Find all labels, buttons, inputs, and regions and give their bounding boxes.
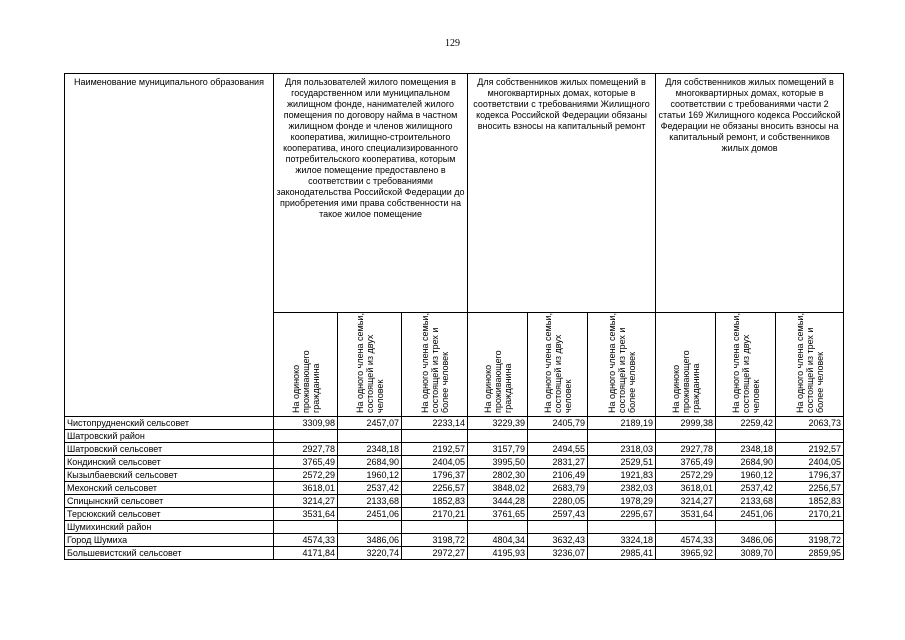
municipality-name: Мехонский сельсовет — [65, 482, 274, 495]
value-cell: 3761,65 — [468, 508, 528, 521]
header-row-groups — [65, 74, 844, 313]
page-number: 129 — [445, 38, 460, 49]
value-cell: 2256,57 — [776, 482, 844, 495]
value-cell: 3324,18 — [588, 534, 656, 547]
value-cell: 2831,27 — [528, 456, 588, 469]
header-sub-two: На одного члена семьи, состоящей из двух человек — [528, 313, 588, 417]
empty-cell — [468, 521, 528, 534]
value-cell: 2537,42 — [716, 482, 776, 495]
value-cell: 3486,06 — [716, 534, 776, 547]
empty-cell — [468, 430, 528, 443]
empty-cell — [338, 521, 402, 534]
value-cell: 3220,74 — [338, 547, 402, 560]
district-name: Шатровский район — [65, 430, 274, 443]
value-cell: 3214,27 — [274, 495, 338, 508]
empty-cell — [656, 521, 716, 534]
header-group-owners-exempt: Для собственников жилых помещений в многоквартирных домах, которые в соответствии с требованиями части 2 статьи 169 Жилищного кодекса Российской Федерации не обязаны вносить взносы на капитальный ремонт, и собственников жилых домов — [656, 74, 844, 313]
value-cell: 3229,39 — [468, 417, 528, 430]
value-cell: 2170,21 — [776, 508, 844, 521]
empty-cell — [776, 521, 844, 534]
value-cell: 2683,79 — [528, 482, 588, 495]
empty-cell — [402, 430, 468, 443]
value-cell: 2404,05 — [402, 456, 468, 469]
empty-cell — [402, 521, 468, 534]
value-cell: 2063,73 — [776, 417, 844, 430]
value-cell: 2529,51 — [588, 456, 656, 469]
municipality-name: Спицынский сельсовет — [65, 495, 274, 508]
value-cell: 3765,49 — [274, 456, 338, 469]
value-cell: 2537,42 — [338, 482, 402, 495]
header-group-owners-obliged: Для собственников жилых помещений в многоквартирных домах, которые в соответствии с требованиями Жилищного кодекса Российской Федерации обязаны вносить взносы на капитальный ремонт — [468, 74, 656, 313]
value-cell: 2170,21 — [402, 508, 468, 521]
value-cell: 3618,01 — [274, 482, 338, 495]
value-cell: 2927,78 — [656, 443, 716, 456]
value-cell: 1796,37 — [402, 469, 468, 482]
table-row — [65, 495, 844, 508]
value-cell: 2597,43 — [528, 508, 588, 521]
value-cell: 2457,07 — [338, 417, 402, 430]
value-cell: 2295,67 — [588, 508, 656, 521]
value-cell: 2999,38 — [656, 417, 716, 430]
district-row — [65, 521, 844, 534]
value-cell: 2233,14 — [402, 417, 468, 430]
value-cell: 2985,41 — [588, 547, 656, 560]
value-cell: 3309,98 — [274, 417, 338, 430]
header-group-tenants: Для пользователей жилого помещения в государственном или муниципальном жилищном фонде, нанимателей жилого помещения по договору найма в частном жилищном фонде и членов жилищного кооператива, жилищно-строительного кооператива, иного специализированного потребительского кооператива, которым жилое помещение предоставлено в соответствии с требованиями законодательства Российской Федерации до приобретения ими права собственности на такое жилое помещение — [274, 74, 468, 313]
table-row — [65, 534, 844, 547]
value-cell: 2494,55 — [528, 443, 588, 456]
header-sub-two: На одного члена семьи, состоящей из двух человек — [716, 313, 776, 417]
header-sub-two: На одного члена семьи, состоящей из двух человек — [338, 313, 402, 417]
value-cell: 2348,18 — [716, 443, 776, 456]
value-cell: 2572,29 — [274, 469, 338, 482]
header-sub-single: На одиноко проживающего гражданина — [468, 313, 528, 417]
header-sub-three: На одного члена семьи, состоящей из трех и более человек — [776, 313, 844, 417]
value-cell: 1921,83 — [588, 469, 656, 482]
value-cell: 2133,68 — [716, 495, 776, 508]
value-cell: 2256,57 — [402, 482, 468, 495]
municipality-name: Кондинский сельсовет — [65, 456, 274, 469]
value-cell: 3198,72 — [776, 534, 844, 547]
header-sub-single: На одиноко проживающего гражданина — [656, 313, 716, 417]
municipality-name: Город Шумиха — [65, 534, 274, 547]
value-cell: 3214,27 — [656, 495, 716, 508]
value-cell: 4574,33 — [656, 534, 716, 547]
tariff-table — [64, 73, 844, 560]
value-cell: 2972,27 — [402, 547, 468, 560]
value-cell: 2318,03 — [588, 443, 656, 456]
district-row — [65, 430, 844, 443]
value-cell: 3531,64 — [274, 508, 338, 521]
municipality-name: Большевистский сельсовет — [65, 547, 274, 560]
municipality-name: Кызылбаевский сельсовет — [65, 469, 274, 482]
table-body — [65, 417, 844, 560]
value-cell: 2133,68 — [338, 495, 402, 508]
value-cell: 2405,79 — [528, 417, 588, 430]
table-row — [65, 508, 844, 521]
value-cell: 2451,06 — [338, 508, 402, 521]
value-cell: 3198,72 — [402, 534, 468, 547]
value-cell: 2192,57 — [776, 443, 844, 456]
value-cell: 3965,92 — [656, 547, 716, 560]
header-sub-three: На одного члена семьи, состоящей из трех и более человек — [402, 313, 468, 417]
empty-cell — [588, 521, 656, 534]
empty-cell — [274, 521, 338, 534]
value-cell: 3157,79 — [468, 443, 528, 456]
municipality-name: Терсюкский сельсовет — [65, 508, 274, 521]
value-cell: 2404,05 — [776, 456, 844, 469]
value-cell: 4574,33 — [274, 534, 338, 547]
table-row — [65, 547, 844, 560]
value-cell: 1852,83 — [402, 495, 468, 508]
value-cell: 1960,12 — [338, 469, 402, 482]
empty-cell — [274, 430, 338, 443]
value-cell: 3444,28 — [468, 495, 528, 508]
value-cell: 2802,30 — [468, 469, 528, 482]
table-row — [65, 456, 844, 469]
value-cell: 2348,18 — [338, 443, 402, 456]
empty-cell — [776, 430, 844, 443]
value-cell: 3531,64 — [656, 508, 716, 521]
value-cell: 4195,93 — [468, 547, 528, 560]
empty-cell — [528, 430, 588, 443]
header-sub-single: На одиноко проживающего гражданина — [274, 313, 338, 417]
table-row — [65, 443, 844, 456]
municipality-name: Чистопрудненский сельсовет — [65, 417, 274, 430]
value-cell: 2927,78 — [274, 443, 338, 456]
empty-cell — [528, 521, 588, 534]
value-cell: 4804,34 — [468, 534, 528, 547]
empty-cell — [656, 430, 716, 443]
value-cell: 2192,57 — [402, 443, 468, 456]
value-cell: 3089,70 — [716, 547, 776, 560]
value-cell: 3632,43 — [528, 534, 588, 547]
value-cell: 3236,07 — [528, 547, 588, 560]
header-sub-three: На одного члена семьи, состоящей из трех и более человек — [588, 313, 656, 417]
value-cell: 1978,29 — [588, 495, 656, 508]
value-cell: 2259,42 — [716, 417, 776, 430]
value-cell: 2684,90 — [338, 456, 402, 469]
value-cell: 3486,06 — [338, 534, 402, 547]
value-cell: 2859,95 — [776, 547, 844, 560]
value-cell: 2280,05 — [528, 495, 588, 508]
table-row — [65, 482, 844, 495]
value-cell: 3848,02 — [468, 482, 528, 495]
empty-cell — [588, 430, 656, 443]
empty-cell — [716, 430, 776, 443]
header-name: Наименование муниципального образования — [65, 74, 274, 417]
value-cell: 4171,84 — [274, 547, 338, 560]
value-cell: 2684,90 — [716, 456, 776, 469]
value-cell: 2451,06 — [716, 508, 776, 521]
table-row — [65, 417, 844, 430]
value-cell: 1960,12 — [716, 469, 776, 482]
value-cell: 2189,19 — [588, 417, 656, 430]
value-cell: 2572,29 — [656, 469, 716, 482]
empty-cell — [338, 430, 402, 443]
value-cell: 3995,50 — [468, 456, 528, 469]
table-row — [65, 469, 844, 482]
municipality-name: Шатровский сельсовет — [65, 443, 274, 456]
empty-cell — [716, 521, 776, 534]
value-cell: 2382,03 — [588, 482, 656, 495]
district-name: Шумихинский район — [65, 521, 274, 534]
value-cell: 3618,01 — [656, 482, 716, 495]
value-cell: 1852,83 — [776, 495, 844, 508]
value-cell: 1796,37 — [776, 469, 844, 482]
value-cell: 2106,49 — [528, 469, 588, 482]
value-cell: 3765,49 — [656, 456, 716, 469]
